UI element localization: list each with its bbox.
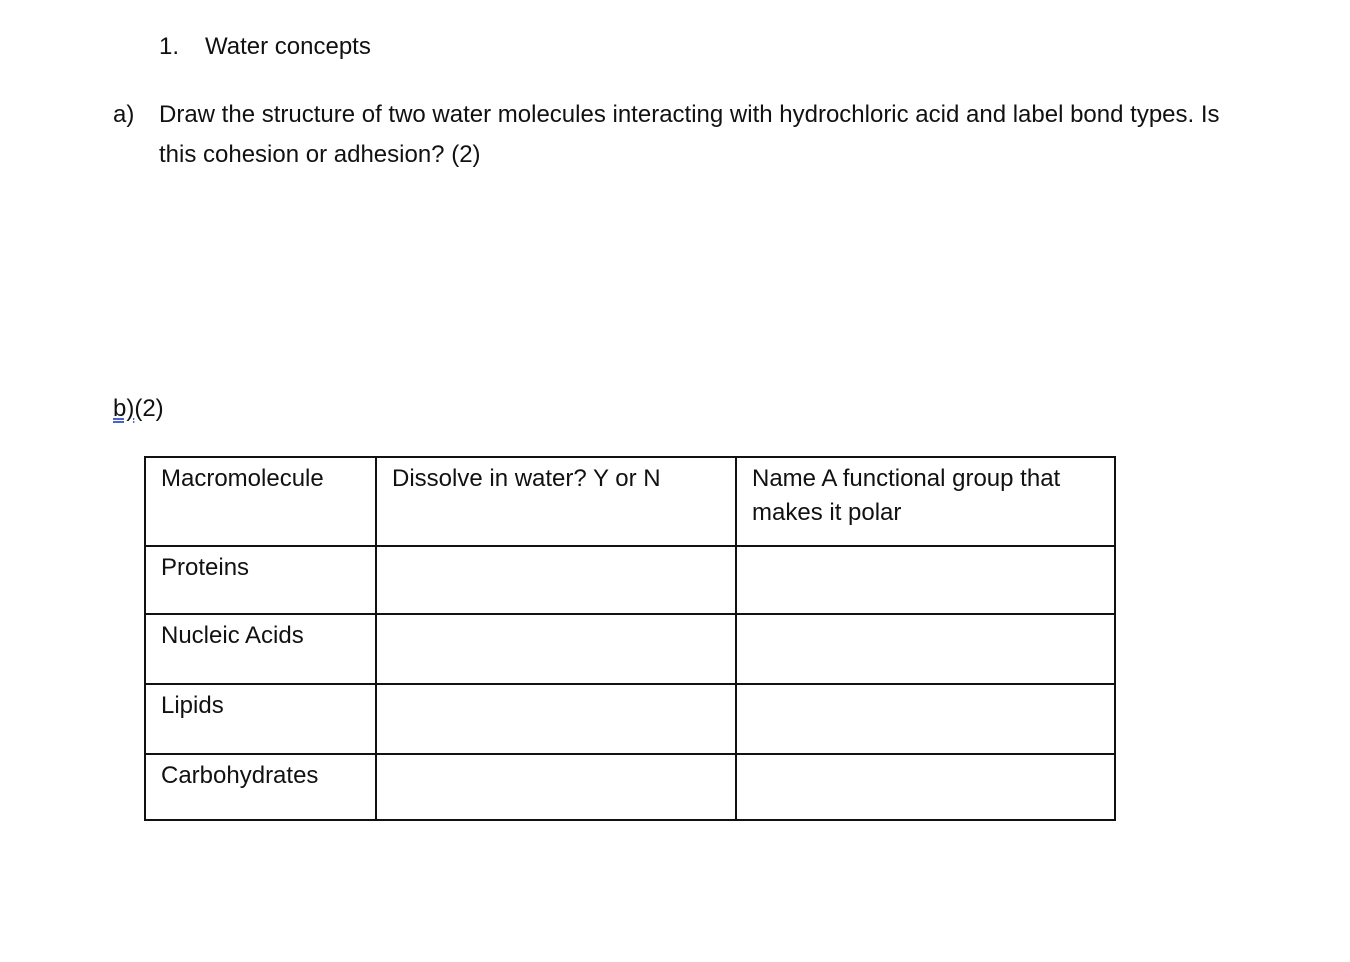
macromolecule-table [144, 456, 1116, 821]
macromolecule-cell: Lipids [145, 684, 376, 754]
section-number: 1. [159, 33, 180, 60]
table-header-row [145, 457, 1115, 546]
table-row [145, 614, 1115, 684]
question-b-points: (2) [134, 395, 164, 422]
dissolve-answer-cell[interactable] [376, 614, 736, 684]
question-a-text: Draw the structure of two water molecules interacting with hydrochloric acid and label bond types. Is this cohesion or adhesion? (2) [159, 101, 1220, 168]
dissolve-answer-cell[interactable] [376, 684, 736, 754]
table-row [145, 754, 1115, 820]
header-dissolve: Dissolve in water? Y or N [376, 457, 736, 546]
table-row [145, 546, 1115, 614]
functional-group-answer-cell[interactable] [736, 754, 1115, 820]
macromolecule-cell: Carbohydrates [145, 754, 376, 820]
header-functional-group: Name A functional group that makes it polar [736, 457, 1115, 546]
section-title: Water concepts [205, 33, 371, 60]
functional-group-answer-cell[interactable] [736, 614, 1115, 684]
functional-group-answer-cell[interactable] [736, 684, 1115, 754]
dissolve-answer-cell[interactable] [376, 754, 736, 820]
header-macromolecule: Macromolecule [145, 457, 376, 546]
question-b-label: b) [113, 395, 135, 422]
question-b [113, 394, 164, 424]
dissolve-answer-cell[interactable] [376, 546, 736, 614]
question-a-marker: a) [113, 101, 135, 128]
table-row [145, 684, 1115, 754]
section-heading [159, 32, 371, 62]
macromolecule-cell: Nucleic Acids [145, 614, 376, 684]
macromolecule-cell: Proteins [145, 546, 376, 614]
functional-group-answer-cell[interactable] [736, 546, 1115, 614]
